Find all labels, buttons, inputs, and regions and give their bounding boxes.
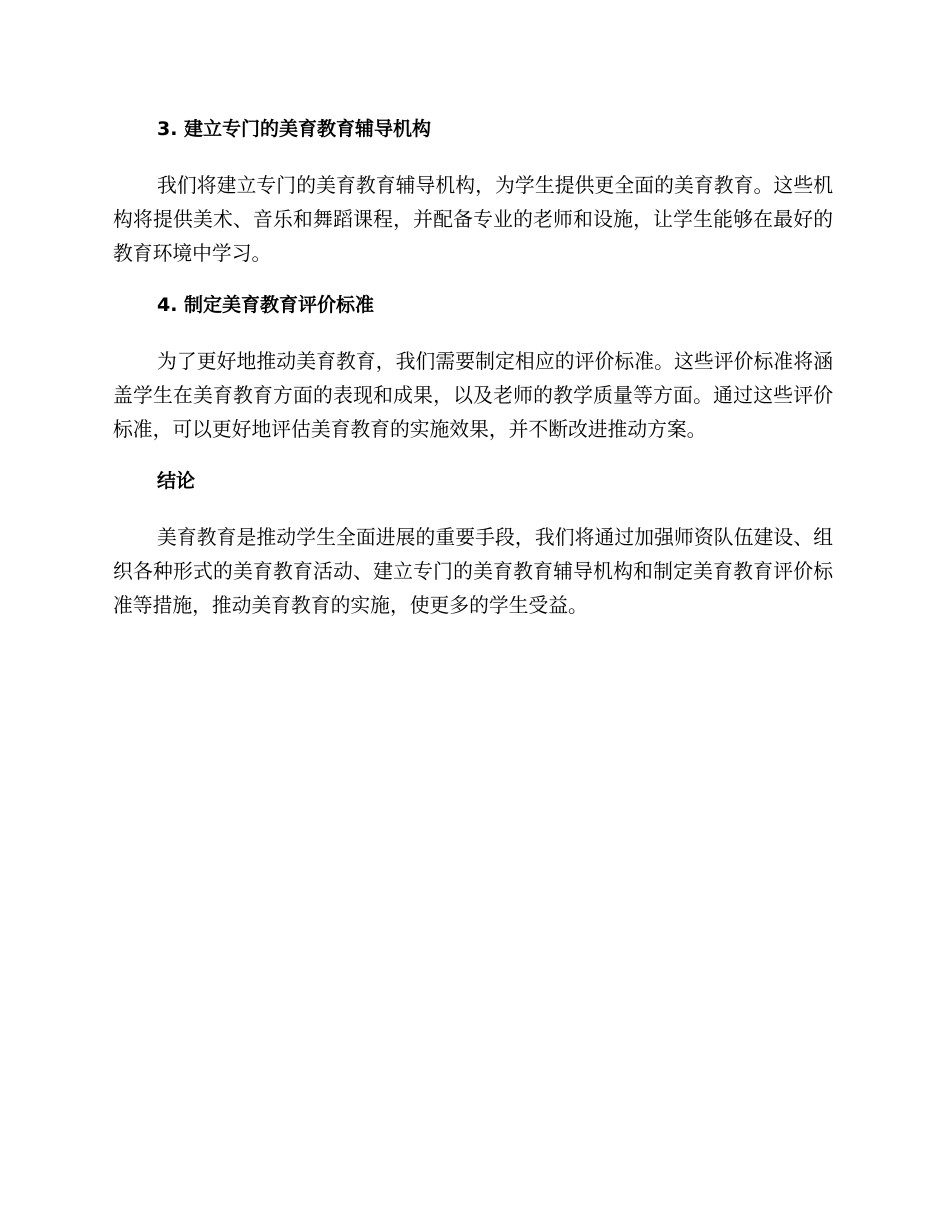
conclusion-paragraph: 美育教育是推动学生全面进展的重要手段，我们将通过加强师资队伍建设、组织各种形式的美育教育活动、建立专门的美育教育辅导机构和制定美育教育评价标准等措施，推动美育教育的实施，使更多的学生受益。 [113,526,833,617]
section-paragraph-4: 为了更好地推动美育教育，我们需要制定相应的评价标准。这些评价标准将涵盖学生在美育教育方面的表现和成果，以及老师的教学质量等方面。通过这些评价标准，可以更好地评估美育教育的实施效果，并不断改进推动方案。 [113,350,833,441]
section-heading-3: 3. 建立专门的美育教育辅导机构 [157,118,432,140]
section-paragraph-3: 我们将建立专门的美育教育辅导机构，为学生提供更全面的美育教育。这些机构将提供美术、音乐和舞蹈课程，并配备专业的老师和设施，让学生能够在最好的教育环境中学习。 [113,174,833,265]
section-heading-4: 4. 制定美育教育评价标准 [157,294,375,316]
document-body [113,112,833,623]
conclusion-heading: 结论 [157,470,196,492]
